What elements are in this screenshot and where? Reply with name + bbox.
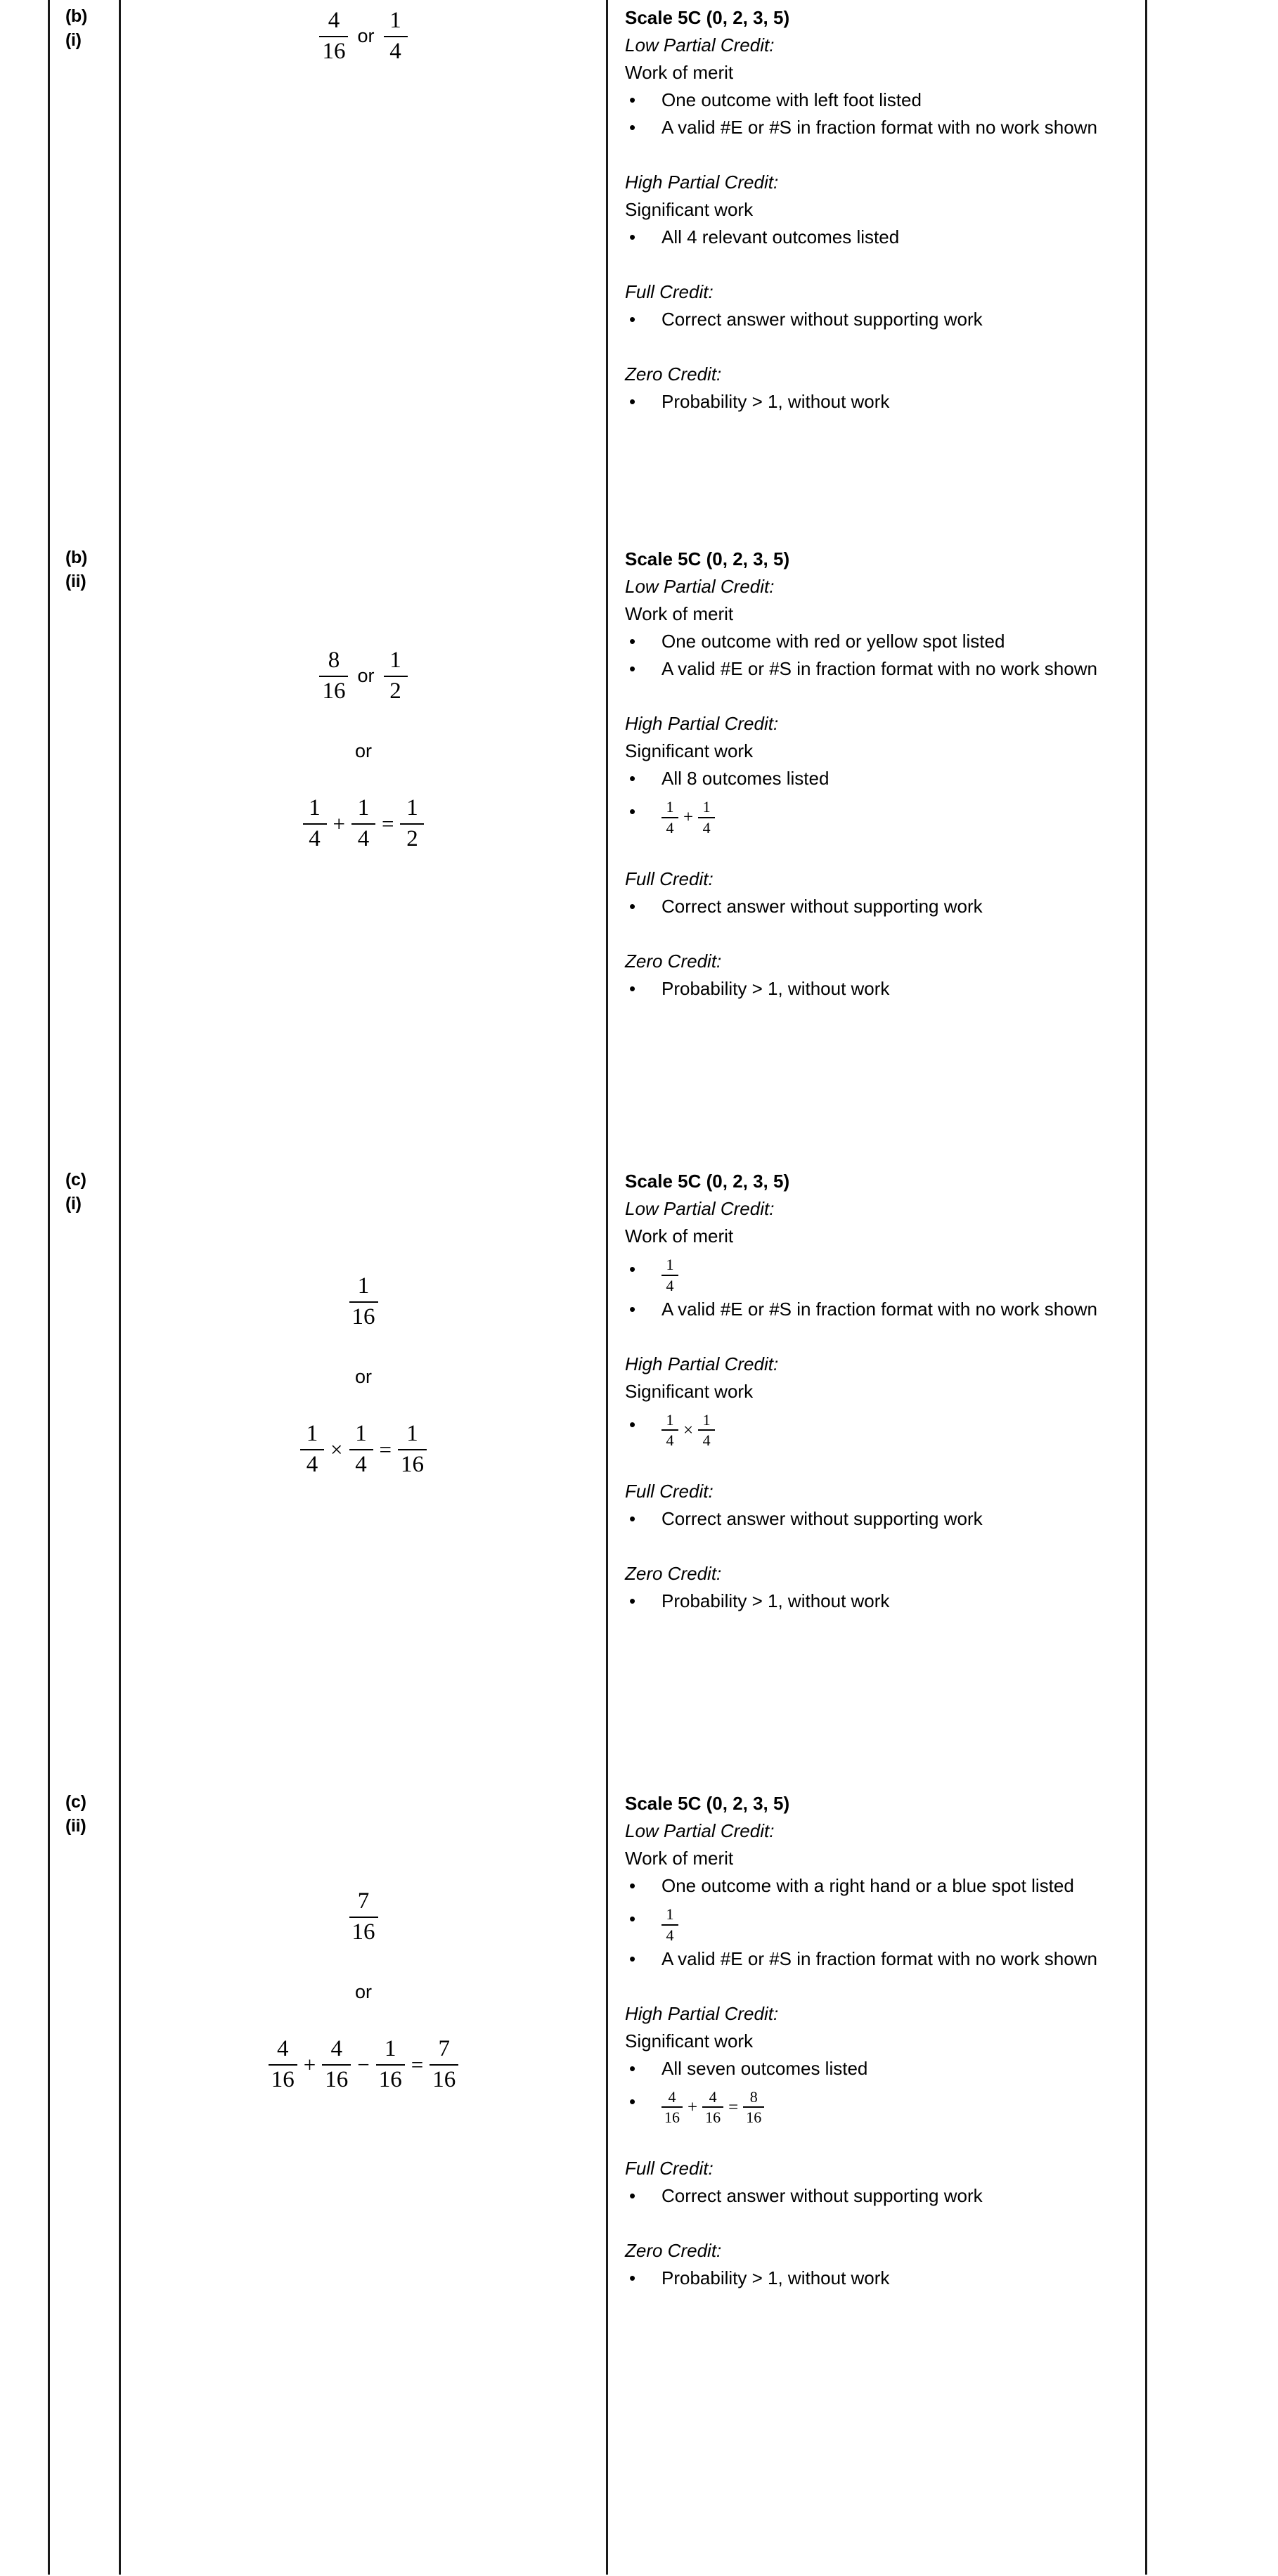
fraction-numerator: 1 [389, 648, 401, 673]
connector-word: or [357, 665, 375, 687]
fraction-numerator: 8 [749, 2087, 758, 2106]
fraction [269, 2037, 297, 2092]
credit-level-heading: Zero Credit: [625, 2240, 722, 2261]
credit-level-lead: Work of merit [625, 1848, 734, 1869]
fraction-bar [376, 2064, 405, 2066]
fraction [319, 648, 348, 704]
fraction-numerator: 7 [438, 2036, 450, 2062]
section-gap [625, 251, 1124, 278]
scheme-content [625, 546, 1124, 1003]
criteria-item: • Correct answer without supporting work [625, 1505, 1124, 1533]
answer-equation-line [134, 1422, 593, 1477]
fraction-numerator: • 1 [666, 798, 674, 816]
fraction [430, 2037, 458, 2092]
credit-level-heading: Low Partial Credit: [625, 34, 775, 56]
connector-word: or [357, 25, 375, 47]
fraction-denominator: 4 [306, 1451, 318, 1477]
fraction-numerator: 1 [306, 1421, 318, 1447]
criteria-list [625, 224, 1124, 251]
criteria-item: • A valid #E or #S in fraction format with no work shown [625, 1296, 1124, 1323]
fraction-denominator: 4 [355, 1451, 367, 1477]
expected-answer-cell [121, 0, 608, 536]
fraction-numerator: 1 [702, 798, 711, 816]
criteria-list [625, 893, 1124, 920]
credit-level-lead: Work of merit [625, 1225, 734, 1247]
criteria-item: • All seven outcomes listed [625, 2055, 1124, 2082]
scheme-content [625, 4, 1124, 416]
fraction [300, 1422, 324, 1477]
criteria-item: • Correct answer without supporting work [625, 2182, 1124, 2210]
criteria-list [625, 306, 1124, 333]
fraction-denominator: 2 [389, 678, 401, 704]
criteria-item: • A valid #E or #S in fraction format with no work shown [625, 1945, 1124, 1973]
fraction [400, 796, 424, 851]
fraction-denominator: 4 [357, 825, 370, 851]
criteria-item: • Correct answer without supporting work [625, 893, 1124, 920]
fraction-denominator: 16 [322, 678, 346, 704]
credit-level-heading: Zero Credit: [625, 363, 722, 385]
fraction-numerator: 1 [702, 1410, 711, 1429]
fraction-bar [698, 1429, 715, 1431]
fraction [384, 8, 408, 64]
alternative-separator: or [354, 1981, 372, 2003]
criteria-item: • All 4 relevant outcomes listed [625, 224, 1124, 251]
answer-block [134, 543, 593, 852]
fraction-numerator: 1 [357, 795, 370, 821]
fraction-denominator: 16 [351, 1919, 375, 1945]
credit-level-heading: Full Credit: [625, 2158, 714, 2179]
fraction-denominator: 16 [351, 1303, 375, 1329]
fraction-bar [661, 817, 678, 818]
math-operator: + [683, 808, 694, 827]
criteria-item: • Correct answer without supporting work [625, 306, 1124, 333]
question-part-roman: (ii) [65, 572, 86, 591]
credit-level-heading: Low Partial Credit: [625, 1198, 775, 1219]
scheme-content [625, 1790, 1124, 2292]
fraction-numerator: 1 [389, 8, 401, 33]
question-part-roman: (i) [65, 1194, 82, 1213]
fraction-bar [661, 1275, 678, 1276]
fraction [661, 799, 678, 837]
section-gap [625, 141, 1124, 169]
credit-level-heading: Low Partial Credit: [625, 576, 775, 597]
fraction-bar [384, 36, 408, 37]
answer-equation-line [134, 796, 593, 851]
marking-scheme-cell [608, 1780, 1145, 2575]
credit-level-heading: Low Partial Credit: [625, 1820, 775, 1841]
fraction-denominator: 16 [322, 38, 346, 64]
criteria-item: • Probability > 1, without work [625, 975, 1124, 1003]
criteria-item: • One outcome with a right hand or a blue spot listed [625, 1872, 1124, 1900]
criteria-list [625, 628, 1124, 683]
criteria-item: • All 8 outcomes listed [625, 765, 1124, 792]
scale-heading: Scale 5C (0, 2, 3, 5) [625, 1171, 790, 1192]
math-operator: = [411, 2052, 424, 2078]
math-operator: + [333, 811, 345, 837]
math-operator: + [688, 2097, 698, 2117]
marking-scheme-cell [608, 1158, 1145, 1780]
fraction-numerator: 4 [330, 2036, 342, 2062]
fraction-denominator: 16 [746, 2108, 762, 2127]
question-part-cell [50, 0, 121, 536]
marking-scheme-cell [608, 536, 1145, 1158]
fraction-bar [398, 1449, 427, 1450]
section-gap [625, 838, 1124, 865]
math-operator: − [357, 2052, 370, 2078]
credit-level-lead: Significant work [625, 740, 754, 761]
answer-math-line [134, 1274, 593, 1329]
math-operator: = [379, 1437, 392, 1462]
math-operator: × [330, 1437, 343, 1462]
fraction-bar [319, 36, 348, 37]
fraction-numerator: 1 [406, 1421, 418, 1447]
fraction [351, 796, 375, 851]
section-gap [625, 920, 1124, 948]
criteria-item: • A valid #E or #S in fraction format with no work shown [625, 655, 1124, 683]
answer-math-line [134, 8, 593, 64]
fraction-numerator: • 1 [666, 1256, 674, 1273]
inline-math [661, 2089, 764, 2127]
expected-answer-cell [121, 1158, 608, 1780]
criteria-item: • Probability > 1, without work [625, 1588, 1124, 1615]
fraction-numerator: 1 [309, 795, 321, 821]
credit-level-heading: Zero Credit: [625, 1563, 722, 1584]
table-row [50, 1780, 1145, 2575]
question-part-letter: (b) [65, 548, 88, 567]
section-gap [625, 1323, 1124, 1351]
fraction-denominator: 16 [705, 2108, 721, 2127]
credit-level-heading: Zero Credit: [625, 950, 722, 972]
math-operator: = [382, 811, 394, 837]
fraction-denominator: 4 [702, 818, 711, 837]
fraction-bar [349, 1301, 378, 1303]
fraction-bar [743, 2106, 764, 2108]
marking-scheme-table [48, 0, 1147, 2575]
fraction-numerator: 7 [357, 1888, 370, 1914]
question-part-cell [50, 536, 121, 1158]
criteria-list [625, 1505, 1124, 1533]
fraction-denominator: 4 [309, 825, 321, 851]
credit-level-lead: Significant work [625, 199, 754, 220]
fraction [698, 1412, 715, 1450]
fraction [384, 648, 408, 704]
scale-heading: Scale 5C (0, 2, 3, 5) [625, 548, 790, 569]
criteria-list [625, 1405, 1124, 1451]
criteria-item [625, 1405, 1124, 1451]
inline-math [661, 1412, 715, 1450]
fraction-bar [269, 2064, 297, 2066]
fraction-denominator: 4 [666, 818, 674, 837]
fraction-denominator: 4 [666, 1276, 674, 1294]
answer-block [134, 1787, 593, 2093]
math-operator: = [728, 2097, 739, 2117]
fraction [319, 8, 348, 64]
criteria-item: • Probability > 1, without work [625, 388, 1124, 416]
fraction [376, 2037, 405, 2092]
fraction-numerator: 1 [406, 795, 418, 821]
alternative-separator: or [354, 1366, 372, 1388]
fraction-numerator: 8 [328, 648, 340, 673]
marking-scheme-cell [608, 0, 1145, 536]
fraction [398, 1422, 427, 1477]
question-part-letter: (c) [65, 1792, 86, 1812]
fraction-bar [322, 2064, 351, 2066]
fraction-denominator: 16 [664, 2108, 680, 2127]
section-gap [625, 2127, 1124, 2155]
credit-level-heading: Full Credit: [625, 868, 714, 889]
fraction-denominator: 4 [389, 38, 401, 64]
criteria-item: • A valid #E or #S in fraction format with no work shown [625, 114, 1124, 141]
answer-equation-line [134, 2037, 593, 2092]
fraction-denominator: 2 [406, 825, 418, 851]
alternative-separator: or [354, 740, 372, 762]
fraction-denominator: 16 [400, 1451, 424, 1477]
criteria-item: • One outcome with red or yellow spot listed [625, 628, 1124, 655]
fraction-denominator: 16 [378, 2066, 402, 2092]
scheme-content [625, 1168, 1124, 1615]
answer-block [134, 1, 593, 64]
fraction-numerator: 4 [709, 2087, 717, 2106]
fraction-bar [698, 817, 715, 818]
fraction-numerator: • 4 [668, 2087, 676, 2106]
fraction-bar [349, 1449, 373, 1450]
fraction-numerator: 4 [277, 2036, 289, 2062]
criteria-item: • One outcome with left foot listed [625, 86, 1124, 114]
table-row [50, 1158, 1145, 1780]
fraction-bar [400, 823, 424, 825]
fraction-bar [661, 1924, 678, 1926]
criteria-list [625, 2265, 1124, 2292]
criteria-list [625, 86, 1124, 141]
fraction-numerator: • 1 [666, 1905, 674, 1923]
criteria-list [625, 975, 1124, 1003]
fraction [661, 1906, 678, 1944]
fraction [349, 1422, 373, 1477]
scale-heading: Scale 5C (0, 2, 3, 5) [625, 7, 790, 28]
fraction-bar [384, 676, 408, 677]
question-part-letter: (c) [65, 1170, 86, 1190]
question-part-roman: (ii) [65, 1816, 86, 1836]
credit-level-lead: Work of merit [625, 62, 734, 83]
section-gap [625, 2210, 1124, 2237]
answer-block [134, 1165, 593, 1478]
math-operator: × [683, 1420, 694, 1440]
criteria-item [625, 792, 1124, 838]
fraction-numerator: 4 [328, 8, 340, 33]
question-part-roman: (i) [65, 30, 82, 50]
criteria-item [625, 1250, 1124, 1296]
credit-level-heading: Full Credit: [625, 281, 714, 302]
fraction [661, 1412, 678, 1450]
fraction-denominator: 4 [666, 1926, 674, 1944]
expected-answer-cell [121, 1780, 608, 2575]
fraction-bar [300, 1449, 324, 1450]
fraction-denominator: 16 [432, 2066, 456, 2092]
fraction-bar [702, 2106, 723, 2108]
credit-level-heading: Full Credit: [625, 1481, 714, 1502]
credit-level-heading: High Partial Credit: [625, 172, 779, 193]
table-row [50, 536, 1145, 1158]
criteria-item [625, 1900, 1124, 1945]
credit-level-lead: Significant work [625, 2030, 754, 2052]
inline-math [661, 1256, 678, 1294]
fraction [661, 1256, 678, 1294]
criteria-list [625, 2055, 1124, 2128]
math-operator: + [303, 2052, 316, 2078]
scale-heading: Scale 5C (0, 2, 3, 5) [625, 1793, 790, 1814]
fraction [322, 2037, 351, 2092]
section-gap [625, 333, 1124, 361]
credit-level-heading: High Partial Credit: [625, 2002, 779, 2024]
criteria-list [625, 1872, 1124, 1973]
fraction-numerator: • 1 [666, 1410, 674, 1429]
section-gap [625, 683, 1124, 710]
credit-level-heading: High Partial Credit: [625, 713, 779, 734]
fraction [349, 1274, 378, 1329]
criteria-item [625, 2082, 1124, 2128]
fraction-denominator: 4 [666, 1431, 674, 1450]
credit-level-lead: Work of merit [625, 603, 734, 624]
fraction-bar [303, 823, 327, 825]
fraction-bar [661, 2106, 683, 2108]
fraction-denominator: 16 [325, 2066, 349, 2092]
question-part-cell [50, 1780, 121, 2575]
fraction [698, 799, 715, 837]
fraction-numerator: 1 [357, 1273, 370, 1299]
fraction-numerator: 1 [384, 2036, 396, 2062]
criteria-list [625, 1588, 1124, 1615]
criteria-list [625, 388, 1124, 416]
credit-level-heading: High Partial Credit: [625, 1353, 779, 1374]
criteria-list [625, 1250, 1124, 1323]
fraction [743, 2089, 764, 2127]
fraction [702, 2089, 723, 2127]
fraction [349, 1889, 378, 1945]
table-row [50, 0, 1145, 536]
fraction-bar [351, 823, 375, 825]
fraction [661, 2089, 683, 2127]
fraction-denominator: 4 [702, 1431, 711, 1450]
answer-math-line [134, 1889, 593, 1945]
fraction [303, 796, 327, 851]
question-part-cell [50, 1158, 121, 1780]
section-gap [625, 1533, 1124, 1560]
credit-level-lead: Significant work [625, 1380, 754, 1402]
expected-answer-cell [121, 536, 608, 1158]
criteria-item: • Probability > 1, without work [625, 2265, 1124, 2292]
criteria-list [625, 765, 1124, 838]
fraction-bar [349, 1917, 378, 1918]
criteria-list [625, 2182, 1124, 2210]
answer-math-line [134, 648, 593, 704]
fraction-denominator: 16 [271, 2066, 295, 2092]
fraction-numerator: 1 [355, 1421, 367, 1447]
fraction-bar [661, 1429, 678, 1431]
fraction-bar [430, 2064, 458, 2066]
question-part-letter: (b) [65, 6, 88, 26]
inline-math [661, 1906, 678, 1944]
inline-math [661, 799, 715, 837]
fraction-bar [319, 676, 348, 677]
section-gap [625, 1450, 1124, 1478]
section-gap [625, 1973, 1124, 2000]
